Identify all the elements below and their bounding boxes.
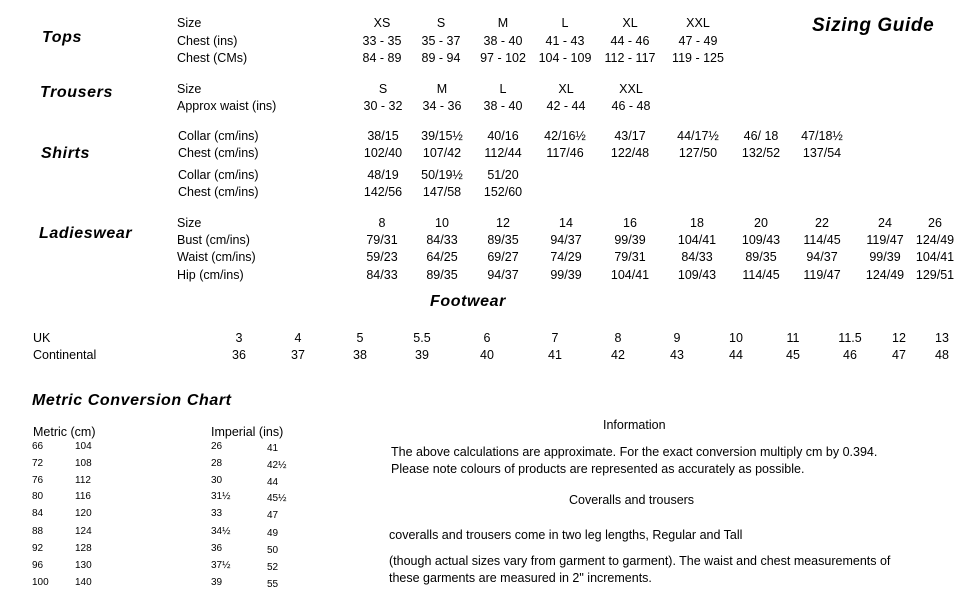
ladieswear-cell: 99/39 xyxy=(550,268,582,282)
metric-heading: Metric Conversion Chart xyxy=(32,392,232,409)
footwear-cell: 41 xyxy=(548,348,562,362)
ladieswear-cell: 74/29 xyxy=(550,250,582,264)
tops-cell: 33 - 35 xyxy=(362,34,402,48)
tops-cell: 35 - 37 xyxy=(421,34,461,48)
tops-row-label: Chest (CMs) xyxy=(177,51,248,65)
ladieswear-cell: 10 xyxy=(435,216,449,230)
shirts-cell: 132/52 xyxy=(741,146,781,160)
metric-label: Metric (cm) xyxy=(33,425,96,439)
imperial-in-value: 52 xyxy=(267,562,279,573)
footwear-cell: 42 xyxy=(611,348,625,362)
footwear-cell: 7 xyxy=(551,331,559,345)
metric-cm-value: 100 xyxy=(32,577,49,588)
metric-cm-value: 124 xyxy=(75,526,92,537)
trousers-cell: 34 - 36 xyxy=(422,99,462,113)
ladieswear-cell: 104/41 xyxy=(915,250,955,264)
metric-cm-value: 112 xyxy=(75,475,91,486)
ladieswear-cell: 22 xyxy=(815,216,829,230)
tops-cell: 89 - 94 xyxy=(421,51,461,65)
shirts-cell: 117/46 xyxy=(546,146,584,160)
ladieswear-cell: 114/45 xyxy=(803,233,841,247)
shirts-cell: 48/19 xyxy=(367,168,399,182)
shirts-row-label: Collar (cm/ins) xyxy=(178,129,259,143)
shirts-cell: 42/16½ xyxy=(544,129,586,143)
tops-cell: M xyxy=(497,16,509,30)
trousers-cell: XXL xyxy=(619,82,643,96)
shirts-cell: 43/17 xyxy=(614,129,646,143)
shirts-cell: 40/16 xyxy=(487,129,519,143)
shirts-cell: 127/50 xyxy=(678,146,718,160)
imperial-in-value: 41 xyxy=(267,443,279,454)
shirts-cell: 147/58 xyxy=(422,185,462,199)
shirts-cell: 102/40 xyxy=(363,146,403,160)
metric-cm-value: 116 xyxy=(75,491,91,502)
ladieswear-cell: 8 xyxy=(378,216,386,230)
footwear-cell: 39 xyxy=(415,348,429,362)
tops-cell: 119 - 125 xyxy=(672,51,724,65)
footwear-cell: 46 xyxy=(843,348,857,362)
info-line-3: coveralls and trousers come in two leg lengths, Regular and Tall xyxy=(389,528,743,542)
ladieswear-cell: 84/33 xyxy=(426,233,458,247)
shirts-cell: 122/48 xyxy=(610,146,650,160)
imperial-in-value: 39 xyxy=(211,577,223,588)
imperial-in-value: 36 xyxy=(211,543,223,554)
shirts-row-label: Chest (cm/ins) xyxy=(178,146,259,160)
ladieswear-cell: 99/39 xyxy=(869,250,901,264)
footwear-cell: 36 xyxy=(232,348,246,362)
info-line-2: Please note colours of products are represented as accurately as possible. xyxy=(391,462,805,476)
footwear-cell: 3 xyxy=(235,331,243,345)
tops-cell: XL xyxy=(622,16,638,30)
footwear-cell: 9 xyxy=(673,331,681,345)
metric-cm-value: 128 xyxy=(75,543,92,554)
ladieswear-cell: 94/37 xyxy=(550,233,582,247)
ladieswear-cell: 104/41 xyxy=(677,233,717,247)
shirts-cell: 51/20 xyxy=(487,168,519,182)
ladieswear-row-label: Hip (cm/ins) xyxy=(177,268,244,282)
ladieswear-cell: 89/35 xyxy=(487,233,519,247)
footwear-cell: 6 xyxy=(483,331,491,345)
trousers-cell: M xyxy=(436,82,448,96)
footwear-cell: 11.5 xyxy=(838,331,862,345)
tops-cell: XS xyxy=(373,16,391,30)
footwear-cell: 11 xyxy=(786,331,800,345)
ladieswear-cell: 94/37 xyxy=(487,268,519,282)
ladieswear-cell: 79/31 xyxy=(366,233,398,247)
ladieswear-heading: Ladieswear xyxy=(39,225,133,242)
imperial-in-value: 28 xyxy=(211,458,223,469)
footwear-cell: 10 xyxy=(729,331,743,345)
tops-cell: 41 - 43 xyxy=(545,34,585,48)
metric-cm-value: 92 xyxy=(32,543,44,554)
ladieswear-cell: 79/31 xyxy=(614,250,646,264)
metric-cm-value: 104 xyxy=(75,441,92,452)
ladieswear-cell: 24 xyxy=(878,216,892,230)
metric-cm-value: 88 xyxy=(32,526,44,537)
metric-cm-value: 76 xyxy=(32,475,44,486)
imperial-in-value: 34½ xyxy=(211,526,231,537)
page-title: Sizing Guide xyxy=(812,15,935,36)
footwear-row-label: UK xyxy=(33,331,51,345)
tops-heading: Tops xyxy=(42,29,83,46)
ladieswear-cell: 89/35 xyxy=(426,268,458,282)
tops-row-label: Chest (ins) xyxy=(177,34,238,48)
trousers-row-label: Approx waist (ins) xyxy=(177,99,277,113)
ladieswear-cell: 124/49 xyxy=(915,233,955,247)
trousers-cell: L xyxy=(499,82,507,96)
ladieswear-cell: 124/49 xyxy=(865,268,905,282)
footwear-cell: 5 xyxy=(356,331,364,345)
shirts-cell: 46/ 18 xyxy=(743,129,779,143)
tops-cell: L xyxy=(561,16,569,30)
imperial-label: Imperial (ins) xyxy=(211,425,284,439)
trousers-cell: S xyxy=(378,82,388,96)
ladieswear-cell: 69/27 xyxy=(487,250,519,264)
ladieswear-cell: 109/43 xyxy=(677,268,717,282)
shirts-cell: 107/42 xyxy=(422,146,462,160)
shirts-cell: 112/44 xyxy=(484,146,522,160)
imperial-in-value: 37½ xyxy=(211,560,231,571)
ladieswear-cell: 12 xyxy=(496,216,510,230)
footwear-cell: 8 xyxy=(614,331,622,345)
ladieswear-cell: 99/39 xyxy=(614,233,646,247)
tops-cell: 112 - 117 xyxy=(604,51,656,65)
metric-cm-value: 66 xyxy=(32,441,44,452)
tops-cell: XXL xyxy=(686,16,710,30)
imperial-in-value: 45½ xyxy=(267,493,287,504)
ladieswear-row-label: Waist (cm/ins) xyxy=(177,250,256,264)
tops-row-label: Size xyxy=(177,16,202,30)
ladieswear-cell: 16 xyxy=(623,216,637,230)
shirts-cell: 39/15½ xyxy=(421,129,463,143)
info-line-5: these garments are measured in 2" increments. xyxy=(389,571,652,585)
imperial-in-value: 42½ xyxy=(267,460,287,471)
shirts-row-label: Collar (cm/ins) xyxy=(178,168,259,182)
shirts-cell: 47/18½ xyxy=(801,129,843,143)
imperial-in-value: 30 xyxy=(211,475,223,486)
footwear-cell: 45 xyxy=(786,348,800,362)
trousers-heading: Trousers xyxy=(40,84,113,101)
ladieswear-cell: 59/23 xyxy=(366,250,398,264)
trousers-row-label: Size xyxy=(177,82,202,96)
info-line-1: The above calculations are approximate. For the exact conversion multiply cm by 0.394. xyxy=(391,445,878,459)
shirts-cell: 142/56 xyxy=(363,185,403,199)
metric-cm-value: 120 xyxy=(75,508,92,519)
ladieswear-cell: 84/33 xyxy=(681,250,713,264)
ladieswear-cell: 94/37 xyxy=(806,250,838,264)
trousers-cell: 42 - 44 xyxy=(546,99,586,113)
footwear-cell: 38 xyxy=(353,348,367,362)
footwear-cell: 43 xyxy=(670,348,684,362)
ladieswear-cell: 109/43 xyxy=(741,233,781,247)
ladieswear-cell: 104/41 xyxy=(610,268,650,282)
footwear-heading: Footwear xyxy=(430,293,506,310)
imperial-in-value: 55 xyxy=(267,579,279,590)
coveralls-heading: Coveralls and trousers xyxy=(569,493,695,507)
imperial-in-value: 31½ xyxy=(211,491,231,502)
tops-cell: 47 - 49 xyxy=(678,34,718,48)
metric-cm-value: 72 xyxy=(32,458,44,469)
tops-cell: 104 - 109 xyxy=(538,51,592,65)
tops-cell: 84 - 89 xyxy=(362,51,402,65)
trousers-cell: 46 - 48 xyxy=(611,99,651,113)
shirts-row-label: Chest (cm/ins) xyxy=(178,185,259,199)
trousers-cell: 30 - 32 xyxy=(363,99,403,113)
shirts-cell: 44/17½ xyxy=(677,129,719,143)
footwear-row-label: Continental xyxy=(33,348,97,362)
shirts-cell: 152/60 xyxy=(483,185,523,199)
imperial-in-value: 44 xyxy=(267,477,279,488)
shirts-cell: 137/54 xyxy=(802,146,842,160)
footwear-cell: 48 xyxy=(935,348,949,362)
imperial-in-value: 50 xyxy=(267,545,279,556)
tops-cell: 97 - 102 xyxy=(480,51,526,65)
footwear-cell: 44 xyxy=(729,348,743,362)
tops-cell: S xyxy=(436,16,446,30)
trousers-cell: XL xyxy=(558,82,574,96)
footwear-cell: 13 xyxy=(935,331,949,345)
imperial-in-value: 33 xyxy=(211,508,223,519)
metric-cm-value: 80 xyxy=(32,491,44,502)
ladieswear-cell: 89/35 xyxy=(745,250,777,264)
shirts-cell: 38/15 xyxy=(367,129,399,143)
footwear-cell: 40 xyxy=(480,348,494,362)
footwear-cell: 12 xyxy=(892,331,906,345)
ladieswear-cell: 18 xyxy=(690,216,704,230)
metric-cm-value: 130 xyxy=(75,560,92,571)
ladieswear-cell: 14 xyxy=(559,216,573,230)
ladieswear-cell: 20 xyxy=(754,216,768,230)
footwear-cell: 37 xyxy=(291,348,305,362)
ladieswear-cell: 114/45 xyxy=(742,268,780,282)
metric-cm-value: 84 xyxy=(32,508,44,519)
imperial-in-value: 26 xyxy=(211,441,223,452)
ladieswear-cell: 119/47 xyxy=(866,233,904,247)
footwear-cell: 4 xyxy=(294,331,302,345)
shirts-cell: 50/19½ xyxy=(421,168,463,182)
ladieswear-row-label: Size xyxy=(177,216,202,230)
tops-cell: 44 - 46 xyxy=(610,34,650,48)
footwear-cell: 5.5 xyxy=(413,331,431,345)
ladieswear-cell: 64/25 xyxy=(426,250,458,264)
footwear-cell: 47 xyxy=(892,348,906,362)
metric-cm-value: 96 xyxy=(32,560,44,571)
ladieswear-row-label: Bust (cm/ins) xyxy=(177,233,250,247)
ladieswear-cell: 119/47 xyxy=(803,268,841,282)
ladieswear-cell: 84/33 xyxy=(366,268,398,282)
trousers-cell: 38 - 40 xyxy=(483,99,523,113)
shirts-heading: Shirts xyxy=(41,145,90,162)
imperial-in-value: 49 xyxy=(267,528,279,539)
info-line-4: (though actual sizes vary from garment to garment). The waist and chest measurements of xyxy=(389,554,891,568)
tops-cell: 38 - 40 xyxy=(483,34,523,48)
metric-cm-value: 140 xyxy=(75,577,92,588)
info-heading: Information xyxy=(603,418,666,432)
metric-cm-value: 108 xyxy=(75,458,92,469)
ladieswear-cell: 129/51 xyxy=(915,268,955,282)
ladieswear-cell: 26 xyxy=(928,216,942,230)
imperial-in-value: 47 xyxy=(267,510,279,521)
